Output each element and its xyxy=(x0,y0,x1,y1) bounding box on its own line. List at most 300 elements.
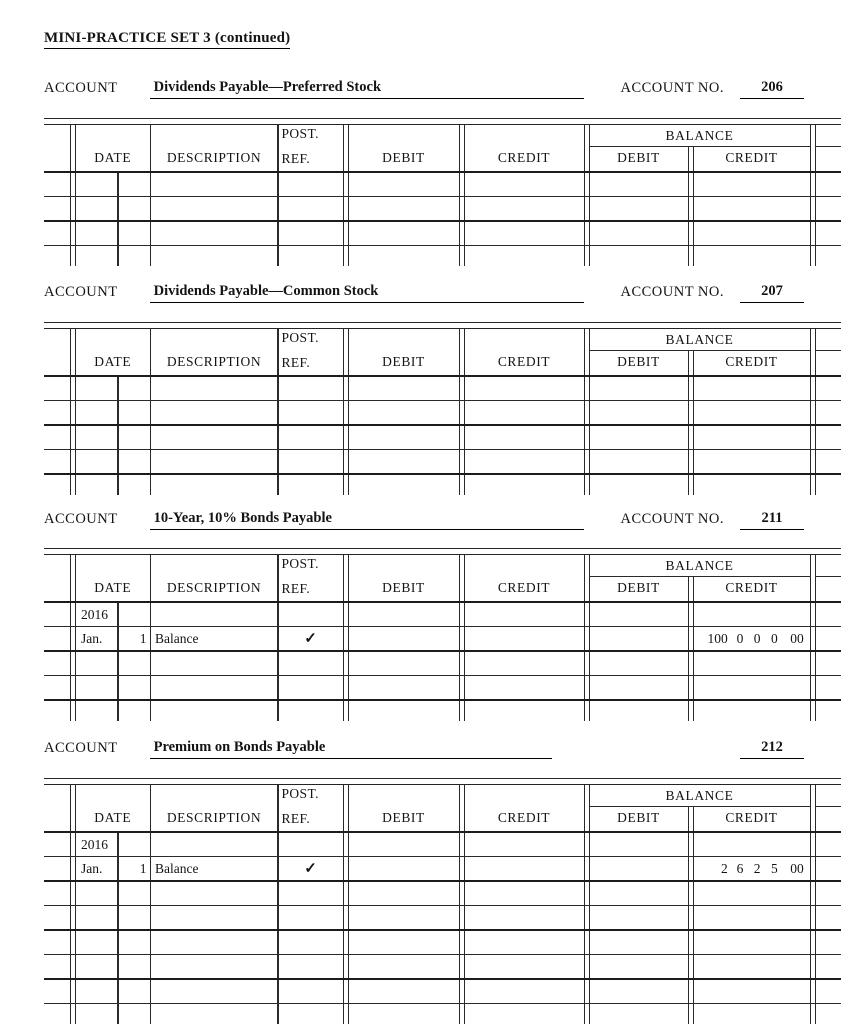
balance-subheader xyxy=(590,351,810,375)
date-header: DATE xyxy=(94,580,132,595)
debit-cell xyxy=(349,603,459,626)
credit-cell xyxy=(465,857,584,880)
postref-cell xyxy=(279,401,343,424)
postref-cell xyxy=(279,931,343,954)
credit-cell xyxy=(465,955,584,978)
date-month-cell xyxy=(76,676,117,699)
credit-cell xyxy=(465,627,584,650)
balance-debit-cell xyxy=(590,475,688,495)
balance-credit-header: CREDIT xyxy=(725,354,778,369)
date-day-cell xyxy=(119,955,150,978)
account-name: 10-Year, 10% Bonds Payable xyxy=(150,510,584,530)
margin-cell xyxy=(44,785,70,831)
account-name: Premium on Bonds Payable xyxy=(150,739,552,759)
balance-debit-cell xyxy=(590,857,688,880)
ledger-row xyxy=(44,426,841,450)
date-day-cell xyxy=(119,676,150,699)
margin-cell xyxy=(44,197,70,220)
balance-debit-cell xyxy=(590,401,688,424)
margin-cell xyxy=(44,627,70,650)
postref-cell xyxy=(279,980,343,1003)
description-cell xyxy=(151,475,277,495)
date-month-cell xyxy=(76,882,117,905)
balance-subheader xyxy=(590,147,810,171)
date-month-cell xyxy=(76,1004,117,1024)
margin-cell xyxy=(44,125,70,171)
balance-debit-header: DEBIT xyxy=(617,150,660,165)
description-header: DESCRIPTION xyxy=(166,354,262,369)
margin-cell xyxy=(816,426,841,449)
credit-header: CREDIT xyxy=(497,580,551,595)
margin-cell xyxy=(44,931,70,954)
balance-credit-cell xyxy=(694,955,810,978)
margin-cell xyxy=(816,475,841,495)
date-month-cell xyxy=(76,955,117,978)
account-label: ACCOUNT xyxy=(44,284,118,300)
debit-cell xyxy=(349,1004,459,1024)
margin-cell xyxy=(44,857,70,880)
postref-header xyxy=(279,125,343,171)
balance-debit-cell xyxy=(590,980,688,1003)
margin-cell xyxy=(816,450,841,473)
balance-debit-cell xyxy=(590,246,688,266)
account-name: Dividends Payable—Preferred Stock xyxy=(150,79,584,99)
debit-cell xyxy=(349,652,459,675)
balance-credit-cell xyxy=(694,1004,810,1024)
date-day-cell xyxy=(119,882,150,905)
margin-cell xyxy=(816,931,841,954)
postref-cell xyxy=(279,246,343,266)
balance-rule-continuation xyxy=(816,785,841,807)
date-day-cell xyxy=(119,173,150,196)
margin-cell xyxy=(816,701,841,721)
ledger-row xyxy=(44,652,841,676)
ledger-header-row xyxy=(44,125,841,173)
balance-debit-cell xyxy=(590,377,688,400)
balance-credit-cell xyxy=(694,246,810,266)
margin-cell xyxy=(44,882,70,905)
date-day-cell xyxy=(119,906,150,929)
credit-cell xyxy=(465,173,584,196)
date-day-cell xyxy=(119,222,150,245)
balance-header-group xyxy=(590,125,810,171)
credit-cell xyxy=(465,377,584,400)
date-day-cell xyxy=(119,603,150,626)
account-label: ACCOUNT xyxy=(44,80,118,96)
date-month-cell: Jan. xyxy=(81,630,103,646)
description-cell xyxy=(151,173,277,196)
balance-debit-cell xyxy=(590,1004,688,1024)
debit-cell xyxy=(349,246,459,266)
postref-cell xyxy=(279,833,343,856)
balance-rule-continuation xyxy=(816,555,841,577)
description-cell xyxy=(151,931,277,954)
balance-debit-header: DEBIT xyxy=(617,580,660,595)
ledger-row xyxy=(44,627,841,652)
margin-cell xyxy=(816,603,841,626)
digit-cell: 2 xyxy=(753,860,761,876)
balance-credit-cell xyxy=(694,197,810,220)
ledger-row xyxy=(44,882,841,906)
credit-cell xyxy=(465,701,584,721)
date-month-cell xyxy=(76,931,117,954)
date-day-cell xyxy=(119,1004,150,1024)
cents-cell: 00 xyxy=(790,630,804,646)
credit-cell xyxy=(465,246,584,266)
postref-header-line2: REF. xyxy=(281,580,311,596)
postref-header-line1: POST. xyxy=(281,786,319,801)
postref-cell xyxy=(279,222,343,245)
credit-cell xyxy=(465,401,584,424)
debit-header: DEBIT xyxy=(382,354,425,369)
margin-cell xyxy=(44,1004,70,1024)
credit-cell xyxy=(465,450,584,473)
digit-cell: 5 xyxy=(770,860,778,876)
table-top-rule xyxy=(44,322,841,329)
date-day-cell xyxy=(119,652,150,675)
date-month-cell xyxy=(76,197,117,220)
cents-cell: 00 xyxy=(790,860,804,876)
balance-credit-cell xyxy=(694,222,810,245)
balance-credit-cell xyxy=(694,882,810,905)
postref-header-line2: REF. xyxy=(281,354,311,370)
debit-cell xyxy=(349,426,459,449)
margin-cell xyxy=(44,222,70,245)
debit-header: DEBIT xyxy=(382,150,425,165)
date-month-cell xyxy=(76,652,117,675)
margin-cell xyxy=(816,857,841,880)
account-name: Dividends Payable—Common Stock xyxy=(150,283,584,303)
balance-debit-cell xyxy=(590,676,688,699)
margin-cell xyxy=(44,980,70,1003)
credit-cell xyxy=(465,882,584,905)
debit-cell xyxy=(349,955,459,978)
postref-cell xyxy=(279,1004,343,1024)
description-cell xyxy=(151,246,277,266)
date-day-cell xyxy=(119,377,150,400)
margin-cell xyxy=(816,246,841,266)
balance-debit-header: DEBIT xyxy=(617,354,660,369)
margin-cell xyxy=(44,701,70,721)
balance-subheader xyxy=(590,807,810,831)
postref-header-line1: POST. xyxy=(281,330,319,345)
credit-cell xyxy=(465,603,584,626)
balance-credit-cell xyxy=(694,173,810,196)
postref-cell xyxy=(279,676,343,699)
balance-credit-cell xyxy=(694,676,810,699)
description-cell xyxy=(151,955,277,978)
date-day-cell xyxy=(119,197,150,220)
description-cell xyxy=(151,652,277,675)
margin-cell xyxy=(816,785,841,831)
ledger-row xyxy=(44,857,841,882)
margin-cell xyxy=(816,555,841,601)
description-cell xyxy=(151,882,277,905)
credit-cell xyxy=(465,833,584,856)
balance-debit-cell xyxy=(590,603,688,626)
ledger-row xyxy=(44,377,841,401)
description-cell xyxy=(151,401,277,424)
margin-cell xyxy=(44,450,70,473)
ledger-row xyxy=(44,955,841,980)
margin-cell xyxy=(816,197,841,220)
margin-cell xyxy=(816,980,841,1003)
ledger-header-row xyxy=(44,329,841,377)
debit-cell xyxy=(349,931,459,954)
debit-header: DEBIT xyxy=(382,810,425,825)
description-cell: Balance xyxy=(155,630,199,646)
margin-cell xyxy=(44,603,70,626)
postref-cell xyxy=(279,701,343,721)
balance-rule-continuation xyxy=(816,125,841,147)
ledger-row xyxy=(44,603,841,627)
year-cell: 2016 xyxy=(81,836,108,852)
balance-credit-cell xyxy=(694,426,810,449)
balance-credit-cell-main: 100 xyxy=(707,630,728,646)
description-cell xyxy=(151,676,277,699)
debit-cell xyxy=(349,222,459,245)
margin-cell xyxy=(44,833,70,856)
balance-debit-cell xyxy=(590,197,688,220)
postref-cell xyxy=(279,173,343,196)
margin-cell xyxy=(44,555,70,601)
balance-credit-cell xyxy=(694,450,810,473)
postref-cell xyxy=(279,906,343,929)
date-month-cell xyxy=(76,450,117,473)
ledger-table-4 xyxy=(44,778,841,1024)
ledger-stub-row xyxy=(44,475,841,495)
balance-header-group xyxy=(590,555,810,601)
date-month-cell xyxy=(76,475,117,495)
balance-rule-continuation xyxy=(816,329,841,351)
ledger-row xyxy=(44,197,841,222)
balance-debit-cell xyxy=(590,426,688,449)
margin-cell xyxy=(816,652,841,675)
margin-cell xyxy=(44,906,70,929)
postref-cell xyxy=(279,450,343,473)
balance-debit-cell xyxy=(590,701,688,721)
date-day-cell xyxy=(119,931,150,954)
balance-debit-cell xyxy=(590,906,688,929)
description-cell xyxy=(151,701,277,721)
balance-credit-cell-main: 2 xyxy=(721,860,728,876)
balance-credit-cell xyxy=(694,627,810,650)
ledger-row xyxy=(44,173,841,197)
margin-cell xyxy=(44,377,70,400)
balance-debit-cell xyxy=(590,173,688,196)
credit-cell xyxy=(465,1004,584,1024)
credit-header: CREDIT xyxy=(497,354,551,369)
debit-cell xyxy=(349,906,459,929)
balance-credit-cell xyxy=(694,652,810,675)
balance-debit-cell xyxy=(590,833,688,856)
balance-credit-cell xyxy=(694,980,810,1003)
margin-cell xyxy=(44,246,70,266)
balance-credit-cell xyxy=(694,857,810,880)
account-label: ACCOUNT xyxy=(44,740,118,756)
description-cell xyxy=(151,426,277,449)
margin-cell xyxy=(44,475,70,495)
balance-debit-cell xyxy=(590,222,688,245)
date-month-cell xyxy=(76,701,117,721)
postref-header-line1: POST. xyxy=(281,126,319,141)
balance-credit-header: CREDIT xyxy=(725,150,778,165)
date-day-cell xyxy=(119,401,150,424)
ledger-row xyxy=(44,931,841,955)
ledger-row xyxy=(44,676,841,701)
debit-cell xyxy=(349,173,459,196)
balance-debit-header: DEBIT xyxy=(617,810,660,825)
postref-cell xyxy=(279,197,343,220)
checkmark-icon: ✓ xyxy=(304,861,317,877)
margin-cell xyxy=(816,833,841,856)
debit-cell xyxy=(349,980,459,1003)
credit-cell xyxy=(465,475,584,495)
date-day-cell xyxy=(119,833,150,856)
digit-cell: 0 xyxy=(753,630,761,646)
ledger-table-2 xyxy=(44,322,841,495)
description-cell xyxy=(151,603,277,626)
description-cell xyxy=(151,906,277,929)
ledger-row xyxy=(44,833,841,857)
balance-debit-cell xyxy=(590,931,688,954)
account-header-1 xyxy=(44,74,804,99)
ledger-header-row xyxy=(44,785,841,833)
ledger-row xyxy=(44,401,841,426)
page-title: MINI-PRACTICE SET 3 (continued) xyxy=(44,30,290,49)
margin-cell xyxy=(816,173,841,196)
date-day-cell xyxy=(119,246,150,266)
debit-cell xyxy=(349,377,459,400)
balance-subheader xyxy=(590,577,810,601)
margin-cell xyxy=(44,329,70,375)
date-month-cell xyxy=(76,222,117,245)
date-month-cell: Jan. xyxy=(81,860,103,876)
margin-cell xyxy=(44,676,70,699)
date-month-cell xyxy=(76,173,117,196)
table-top-rule xyxy=(44,118,841,125)
balance-credit-cell xyxy=(694,603,810,626)
credit-header: CREDIT xyxy=(497,810,551,825)
postref-cell xyxy=(279,603,343,626)
account-no-label: ACCOUNT NO. xyxy=(620,511,724,527)
postref-cell xyxy=(279,882,343,905)
account-header-4 xyxy=(44,734,804,759)
date-day-cell: 1 xyxy=(139,860,147,876)
digit-cell: 0 xyxy=(736,630,744,646)
postref-cell xyxy=(279,627,343,650)
margin-cell xyxy=(816,1004,841,1024)
digit-cell: 6 xyxy=(736,860,744,876)
balance-credit-cell xyxy=(694,377,810,400)
postref-cell xyxy=(279,475,343,495)
description-cell xyxy=(151,197,277,220)
balance-credit-cell xyxy=(694,475,810,495)
ledger-row xyxy=(44,980,841,1004)
table-top-rule xyxy=(44,778,841,785)
ledger-stub-row xyxy=(44,246,841,266)
date-month-cell xyxy=(76,401,117,424)
postref-header xyxy=(279,329,343,375)
description-header: DESCRIPTION xyxy=(166,580,262,595)
balance-credit-cell xyxy=(694,931,810,954)
account-no-label: ACCOUNT NO. xyxy=(620,284,724,300)
debit-cell xyxy=(349,197,459,220)
balance-credit-header: CREDIT xyxy=(725,810,778,825)
postref-header-line2: REF. xyxy=(281,150,311,166)
postref-header-line1: POST. xyxy=(281,556,319,571)
credit-header: CREDIT xyxy=(497,150,551,165)
debit-cell xyxy=(349,475,459,495)
credit-cell xyxy=(465,906,584,929)
debit-header: DEBIT xyxy=(382,580,425,595)
ledger-table-3 xyxy=(44,548,841,721)
description-cell xyxy=(151,377,277,400)
postref-header-line2: REF. xyxy=(281,810,311,826)
margin-cell xyxy=(44,652,70,675)
balance-credit-cell xyxy=(694,906,810,929)
year-cell: 2016 xyxy=(81,606,108,622)
account-header-3 xyxy=(44,505,804,530)
ledger-row xyxy=(44,450,841,475)
balance-debit-cell xyxy=(590,627,688,650)
debit-cell xyxy=(349,627,459,650)
checkmark-icon: ✓ xyxy=(304,631,317,647)
debit-cell xyxy=(349,833,459,856)
description-cell: Balance xyxy=(155,860,199,876)
balance-header-group xyxy=(590,329,810,375)
balance-header: BALANCE xyxy=(590,329,810,351)
date-month-cell xyxy=(76,980,117,1003)
description-cell xyxy=(151,222,277,245)
debit-cell xyxy=(349,701,459,721)
ledger-stub-row xyxy=(44,1004,841,1024)
table-top-rule xyxy=(44,548,841,555)
postref-cell xyxy=(279,426,343,449)
account-no-label: ACCOUNT NO. xyxy=(620,80,724,96)
ledger-header-row xyxy=(44,555,841,603)
ledger-row xyxy=(44,222,841,246)
postref-header xyxy=(279,555,343,601)
credit-cell xyxy=(465,652,584,675)
description-cell xyxy=(151,833,277,856)
account-header-2 xyxy=(44,278,804,303)
date-month-cell xyxy=(76,906,117,929)
credit-cell xyxy=(465,980,584,1003)
date-header: DATE xyxy=(94,810,132,825)
description-header: DESCRIPTION xyxy=(166,810,262,825)
debit-cell xyxy=(349,857,459,880)
margin-cell xyxy=(816,627,841,650)
credit-cell xyxy=(465,222,584,245)
description-cell xyxy=(151,1004,277,1024)
date-month-cell xyxy=(76,246,117,266)
account-label: ACCOUNT xyxy=(44,511,118,527)
balance-debit-cell xyxy=(590,450,688,473)
postref-cell xyxy=(279,652,343,675)
balance-debit-cell xyxy=(590,652,688,675)
ledger-stub-row xyxy=(44,701,841,721)
balance-header-group xyxy=(590,785,810,831)
date-day-cell xyxy=(119,426,150,449)
balance-credit-header: CREDIT xyxy=(725,580,778,595)
postref-header xyxy=(279,785,343,831)
balance-credit-cell xyxy=(694,401,810,424)
margin-cell xyxy=(44,173,70,196)
margin-cell xyxy=(816,906,841,929)
date-header: DATE xyxy=(94,150,132,165)
date-day-cell xyxy=(119,701,150,721)
